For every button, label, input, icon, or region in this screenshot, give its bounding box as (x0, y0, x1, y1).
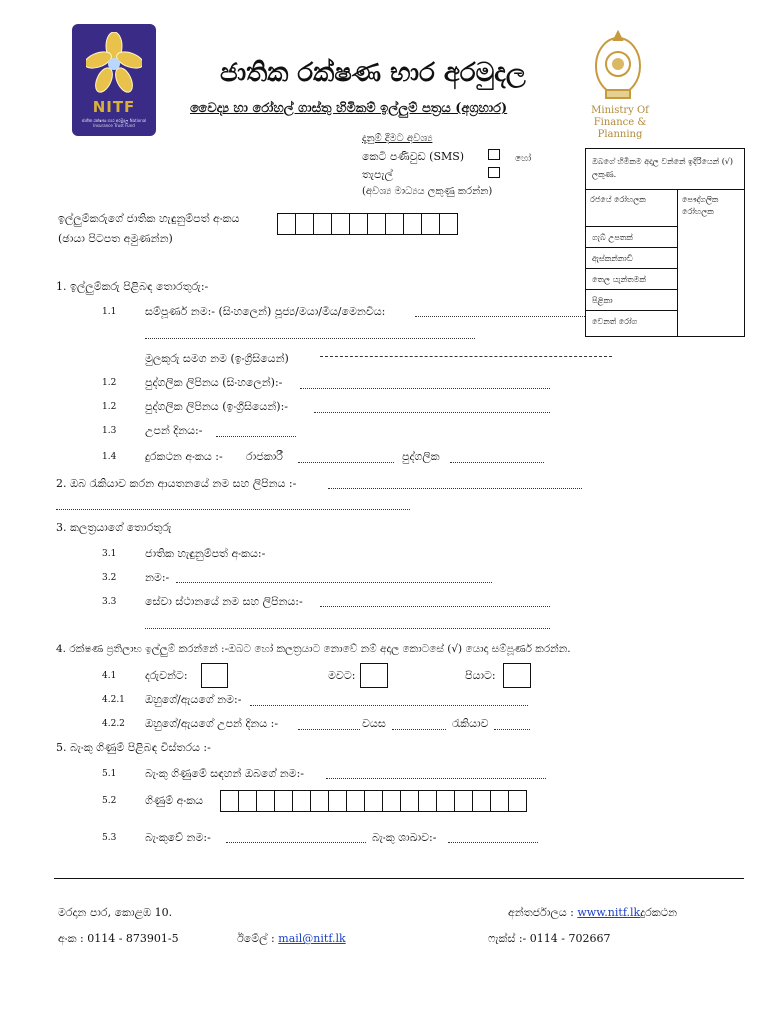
phone-office-label: රාජකාරී (246, 450, 283, 463)
ministry-line-1: Ministry Of (591, 105, 649, 116)
full-name-sinhala-label: සම්පූර්ණ නම:- (සිංහලෙන්) පූජ්‍ය/මයා/මිය/මෙනවිය: (145, 305, 386, 318)
form-subtitle: වෛද්‍ය හා රෝහල් ගාස්තු හිමිකම් ඉල්ලුම් පත්‍රය (අග්‍රහාර) (190, 101, 508, 116)
item-4-2-2-number: 4.2.2 (102, 719, 125, 729)
state-emblem-icon (590, 28, 646, 102)
email-link[interactable]: mail@nitf.lk (278, 932, 346, 945)
item-3-2-number: 3.2 (102, 573, 117, 583)
section-2-title: 2. ඔබ රැකියාව කරන ආයතනයේ නම සහ ලිපිනය :- (56, 477, 297, 490)
age-label: වයස (362, 717, 386, 730)
spouse-nic-label: ජාතික හැඳුනුම්පත් අංකය:- (145, 547, 266, 560)
employer-field-2[interactable] (56, 509, 410, 510)
children-checkbox[interactable] (201, 663, 228, 688)
footer-web-label: අන්තර්ජාලය : (508, 906, 574, 919)
government-hospital-cell[interactable]: රජයේ රෝහලක (586, 190, 678, 226)
nitf-logo-subtext: ජාතික රක්ෂණ භාර අරමුදල National Insurance Trust Fund (81, 118, 147, 128)
claim-row-dental[interactable]: තෙල යැන්තමක් (586, 268, 678, 289)
account-holder-label: බැංකු ගිණුමේ සඳහන් ඔබගේ නම:- (145, 767, 305, 780)
spouse-workplace-field[interactable] (320, 606, 550, 607)
mother-label: මවට: (328, 669, 356, 682)
claim-row-other[interactable]: වෙනත් රෝග (586, 310, 678, 336)
full-name-sinhala-field[interactable] (415, 316, 585, 317)
ministry-line-2: Finance & Planning (593, 117, 647, 140)
account-number-input[interactable] (221, 790, 527, 812)
dob-field[interactable] (216, 436, 296, 437)
sms-checkbox[interactable] (488, 149, 500, 160)
bank-name-field[interactable] (226, 842, 366, 843)
occupation-field[interactable] (494, 729, 530, 730)
dependent-name-label: ඔහුගේ/ඇයගේ නම:- (145, 693, 242, 706)
age-field[interactable] (392, 729, 446, 730)
phone-personal-field[interactable] (450, 462, 544, 463)
nitf-logo (72, 24, 156, 136)
claim-type-header: ඔබගේ හිමිකම අදාල වන්නේ ඉදිරියෙන් (√) ලකුණ. (592, 157, 734, 179)
private-hospital-cell[interactable]: පෞද්ගලික රෝහලක (682, 195, 719, 216)
spouse-workplace-field-2[interactable] (145, 628, 550, 629)
dependent-dob-field[interactable] (298, 729, 360, 730)
footer-address: මරදාන පාර, කොළඹ 10. (58, 906, 173, 919)
notify-or: හෝ (515, 154, 532, 164)
account-holder-field[interactable] (326, 778, 546, 779)
item-4-1-number: 4.1 (102, 671, 117, 681)
nic-note: (ඡායා පිටපත අමුණන්න) (58, 232, 173, 245)
ministry-name (570, 105, 670, 141)
notify-note: (අවශ්‍ය මාධ්‍යය ලකුණු කරන්න) (362, 186, 493, 197)
father-checkbox[interactable] (503, 663, 531, 688)
nic-label: ඉල්ලුම්කරුගේ ජාතික හැඳුනුම්පත් අංකය (58, 212, 240, 225)
nitf-logo-text: NITF (92, 98, 136, 116)
name-english-label: මුලකුරු සමග නම (ඉංග්‍රීසියෙන්) (145, 352, 289, 365)
phone-label: දුරකථන අංකය :- (145, 450, 223, 463)
item-3-1-number: 3.1 (102, 549, 117, 559)
address-english-label: පුද්ගලික ලිපිනය (ඉංග්‍රීසියෙන්):- (145, 400, 288, 413)
footer-web-suffix: දුරකථන (640, 906, 678, 919)
item-5-3-number: 5.3 (102, 833, 117, 843)
account-number-label: ගිණුම් අංකය (145, 794, 204, 807)
section-3-title: 3. කලත්‍රයාගේ තොරතුරු (56, 521, 172, 534)
item-1-3-number: 1.3 (102, 426, 117, 436)
notify-sms-label: කෙටි පණිවුඩ (SMS) (362, 150, 465, 163)
dependent-dob-label: ඔහුගේ/ඇයගේ උපන් දිනය :- (145, 717, 279, 730)
item-1-2b-number: 1.2 (102, 402, 117, 412)
hospital-type-row (586, 189, 744, 226)
item-1-4-number: 1.4 (102, 452, 117, 462)
employer-field[interactable] (328, 488, 582, 489)
mother-checkbox[interactable] (360, 663, 388, 688)
footer-fax: ෆැක්ස් :- 0114 - 702667 (488, 932, 611, 945)
item-3-3-number: 3.3 (102, 597, 117, 607)
claim-row-spectacles[interactable]: ඇස්කන්නාඩි (586, 247, 678, 268)
item-1-1-number: 1.1 (102, 307, 117, 317)
footer-web (508, 906, 677, 920)
occupation-label: රැකියාව (452, 717, 489, 730)
address-sinhala-label: පුද්ගලික ලිපිනය (සිංහලෙන්):- (145, 376, 283, 389)
item-5-2-number: 5.2 (102, 796, 117, 806)
father-label: පියාට: (465, 669, 496, 682)
dob-label: උපන් දිනය:- (145, 424, 203, 437)
bank-branch-field[interactable] (448, 842, 538, 843)
footer-divider (54, 878, 744, 879)
footer-email (237, 932, 346, 946)
claim-row-cancer[interactable]: පිළිකා (586, 289, 678, 310)
full-name-sinhala-field-2[interactable] (145, 338, 475, 339)
dependent-name-field[interactable] (250, 705, 528, 706)
spouse-name-label: නම:- (145, 571, 170, 584)
item-1-2a-number: 1.2 (102, 378, 117, 388)
footer-phone: අංක : 0114 - 873901-5 (58, 932, 179, 945)
website-link[interactable]: www.nitf.lk (577, 906, 641, 919)
spouse-workplace-label: සේවා ස්ථානයේ නම සහ ලිපිනය:- (145, 595, 303, 608)
address-english-field[interactable] (314, 412, 550, 413)
bank-name-label: බැංකුවේ නම:- (145, 831, 211, 844)
spouse-name-field[interactable] (176, 582, 492, 583)
nic-input[interactable] (278, 213, 458, 235)
flower-icon (86, 32, 142, 94)
children-label: දරුවන්ට: (145, 669, 188, 682)
section-5-title: 5. බැංකු ගිණුම් පිළිබඳ විස්තරය :- (56, 741, 211, 754)
bank-branch-label: බැංකු ශාඛාව:- (372, 831, 437, 844)
notify-post-label: තැපැල් (362, 168, 393, 181)
section-4-title: 4. රක්ෂණ ප්‍රතිලාභ ඉල්ලුම් කරන්නේ :-ඔබට හෝ කලත්‍රයාට නොවේ නම් අදාල කොටසේ (√) යොදා සම්පූර්ණ කරන්න. (56, 643, 571, 655)
phone-personal-label: පුද්ගලික (402, 450, 440, 463)
address-sinhala-field[interactable] (300, 388, 550, 389)
claim-row-childbirth[interactable]: ගැබ් උපතක් (586, 226, 678, 247)
footer-email-label: ඊමේල් : (237, 932, 275, 945)
section-1-title: 1. ඉල්ලුම්කරු පිළිබඳ තොරතුරු:- (56, 280, 209, 293)
phone-office-field[interactable] (298, 462, 394, 463)
item-4-2-1-number: 4.2.1 (102, 695, 125, 705)
item-5-1-number: 5.1 (102, 769, 117, 779)
notify-label: දැනුම් දීමට අවශ්‍ය (362, 133, 433, 144)
post-checkbox[interactable] (488, 167, 500, 178)
page-title: ජාතික රක්ෂණ භාර අරමුදල (220, 58, 526, 88)
name-english-field[interactable] (320, 356, 612, 357)
claim-type-box (585, 148, 745, 337)
